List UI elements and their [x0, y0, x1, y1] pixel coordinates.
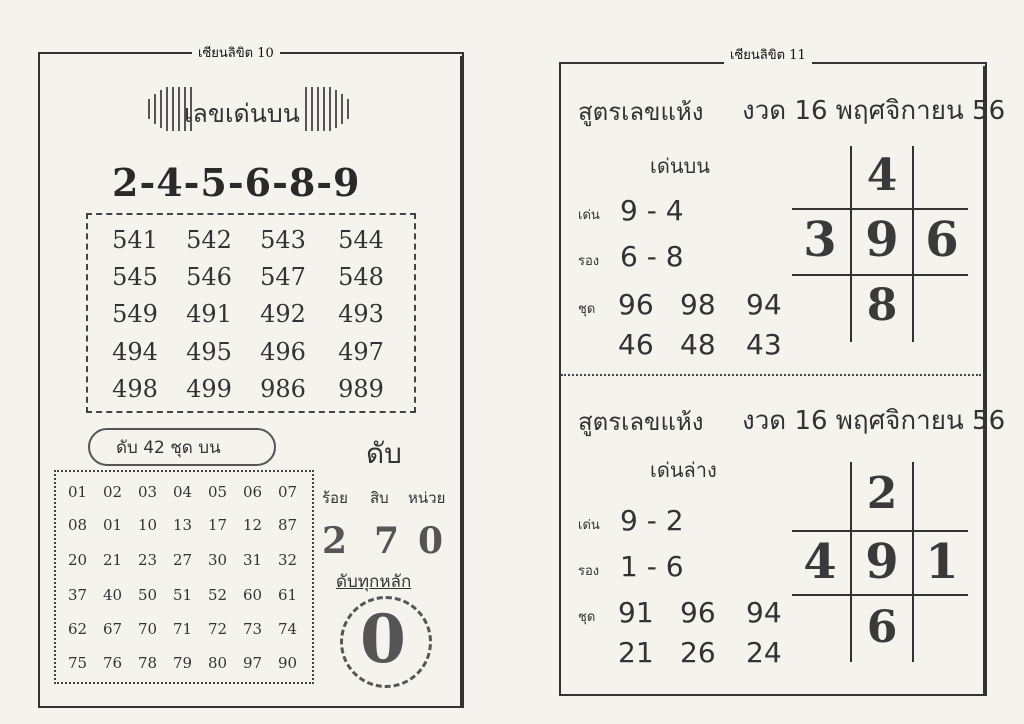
banner-title: เลขเด่นบน — [184, 99, 300, 128]
set-cell: 495 — [186, 338, 232, 366]
section2-second-label: รอง — [578, 564, 600, 579]
pair-cell: 97 — [242, 654, 263, 672]
set-cell: 493 — [338, 300, 384, 328]
right-page-shadow — [983, 66, 986, 696]
cross2-right: 1 — [925, 534, 959, 590]
section2-lead-value: 9 - 2 — [620, 504, 684, 537]
section1-set-a: 96 — [618, 288, 654, 321]
pair-cell: 80 — [207, 654, 228, 672]
headline-digits: 2-4-5-6-8-9 — [112, 160, 361, 205]
pair-cell: 72 — [207, 620, 228, 638]
cross2-hline-top — [792, 530, 968, 532]
pair-cell: 13 — [172, 516, 193, 534]
section2-set-f: 24 — [746, 636, 782, 669]
eliminate-title: ดับ — [366, 437, 402, 470]
pair-cell: 67 — [102, 620, 123, 638]
cross1-right: 6 — [925, 212, 959, 268]
two-digit-box — [54, 470, 314, 684]
section1-set-f: 43 — [746, 328, 782, 361]
pair-cell: 71 — [172, 620, 193, 638]
all-positions-label: ดับทุกหลัก — [336, 572, 412, 592]
eliminate-digit-units: 0 — [418, 520, 445, 562]
section1-set-c: 94 — [746, 288, 782, 321]
place-label-tens: สิบ — [370, 489, 389, 507]
section2-set-b: 96 — [680, 596, 716, 629]
pair-cell: 74 — [277, 620, 298, 638]
set-cell: 549 — [112, 300, 158, 328]
section2-set-e: 26 — [680, 636, 716, 669]
section1-set-e: 48 — [680, 328, 716, 361]
section1-draw: งวด 16 พฤศจิกายน 56 — [742, 96, 1006, 126]
pair-cell: 62 — [67, 620, 88, 638]
place-label-hundreds: ร้อย — [322, 489, 348, 507]
section1-second-value: 6 - 8 — [620, 240, 684, 273]
cross2-left: 4 — [803, 534, 837, 590]
set-cell: 542 — [186, 226, 232, 254]
pair-cell: 30 — [207, 551, 228, 569]
section1-set-b: 98 — [680, 288, 716, 321]
set-cell: 494 — [112, 338, 158, 366]
cross1-center: 9 — [865, 212, 899, 268]
set-cell: 541 — [112, 226, 158, 254]
set-cell: 545 — [112, 263, 158, 291]
eliminate-digit-tens: 7 — [374, 520, 401, 562]
pair-cell: 01 — [102, 516, 123, 534]
set-cell: 986 — [260, 375, 306, 403]
pair-cell: 76 — [102, 654, 123, 672]
pair-cell: 03 — [137, 483, 158, 501]
pair-cell: 60 — [242, 586, 263, 604]
pair-cell: 51 — [172, 586, 193, 604]
section1-lead-label: เด่น — [578, 208, 600, 223]
section1-title: สูตรเลขแห้ง — [578, 98, 704, 126]
section1-set-label: ชุด — [578, 302, 596, 317]
pair-cell: 27 — [172, 551, 193, 569]
left-page-label: เซียนลิขิต 10 — [192, 42, 280, 63]
cross1-bottom: 8 — [866, 280, 898, 331]
section2-set-label: ชุด — [578, 610, 596, 625]
set-cell: 499 — [186, 375, 232, 403]
section-divider — [561, 374, 981, 376]
section2-set-c: 94 — [746, 596, 782, 629]
section1-subtitle: เด่นบน — [650, 154, 710, 178]
pair-cell: 07 — [277, 483, 298, 501]
pair-cell: 40 — [102, 586, 123, 604]
pair-cell: 05 — [207, 483, 228, 501]
left-page-shadow — [460, 56, 463, 708]
pair-cell: 08 — [67, 516, 88, 534]
pair-cell: 50 — [137, 586, 158, 604]
eliminate-pill-text: ดับ 42 ชุด บน — [116, 438, 221, 458]
pair-cell: 12 — [242, 516, 263, 534]
set-cell: 548 — [338, 263, 384, 291]
section2-second-value: 1 - 6 — [620, 550, 684, 583]
cross1-hline-bottom — [792, 274, 968, 276]
set-cell: 989 — [338, 375, 384, 403]
section2-subtitle: เด่นล่าง — [650, 458, 717, 482]
pair-cell: 70 — [137, 620, 158, 638]
pair-cell: 06 — [242, 483, 263, 501]
section2-draw: งวด 16 พฤศจิกายน 56 — [742, 406, 1006, 436]
pair-cell: 21 — [102, 551, 123, 569]
set-cell: 497 — [338, 338, 384, 366]
cross1-hline-top — [792, 208, 968, 210]
pair-cell: 73 — [242, 620, 263, 638]
all-positions-digit: 0 — [360, 600, 407, 678]
pair-cell: 31 — [242, 551, 263, 569]
pair-cell: 87 — [277, 516, 298, 534]
pair-cell: 90 — [277, 654, 298, 672]
pair-cell: 02 — [102, 483, 123, 501]
eliminate-digit-hundreds: 2 — [322, 520, 349, 562]
cross2-center: 9 — [865, 534, 899, 590]
pair-cell: 61 — [277, 586, 298, 604]
right-page-label: เซียนลิขิต 11 — [724, 44, 812, 65]
set-cell: 547 — [260, 263, 306, 291]
cross2-top: 2 — [866, 468, 898, 519]
pair-cell: 23 — [137, 551, 158, 569]
pair-cell: 01 — [67, 483, 88, 501]
pair-cell: 78 — [137, 654, 158, 672]
pair-cell: 20 — [67, 551, 88, 569]
section1-second-label: รอง — [578, 254, 600, 269]
pair-cell: 79 — [172, 654, 193, 672]
pair-cell: 37 — [67, 586, 88, 604]
section2-set-d: 21 — [618, 636, 654, 669]
section2-lead-label: เด่น — [578, 518, 600, 533]
place-label-units: หน่วย — [408, 489, 446, 507]
set-cell: 498 — [112, 375, 158, 403]
section1-lead-value: 9 - 4 — [620, 194, 684, 227]
section1-set-d: 46 — [618, 328, 654, 361]
cross1-left: 3 — [803, 212, 837, 268]
section2-set-a: 91 — [618, 596, 654, 629]
set-cell: 543 — [260, 226, 306, 254]
pair-cell: 32 — [277, 551, 298, 569]
banner-stripes-right — [305, 86, 349, 132]
set-cell: 546 — [186, 263, 232, 291]
pair-cell: 52 — [207, 586, 228, 604]
cross1-top: 4 — [866, 150, 898, 201]
set-cell: 492 — [260, 300, 306, 328]
set-cell: 544 — [338, 226, 384, 254]
pair-cell: 10 — [137, 516, 158, 534]
pair-cell: 75 — [67, 654, 88, 672]
set-cell: 496 — [260, 338, 306, 366]
section2-title: สูตรเลขแห้ง — [578, 408, 704, 436]
set-cell: 491 — [186, 300, 232, 328]
pair-cell: 17 — [207, 516, 228, 534]
cross2-bottom: 6 — [866, 602, 898, 653]
cross2-hline-bottom — [792, 594, 968, 596]
pair-cell: 04 — [172, 483, 193, 501]
